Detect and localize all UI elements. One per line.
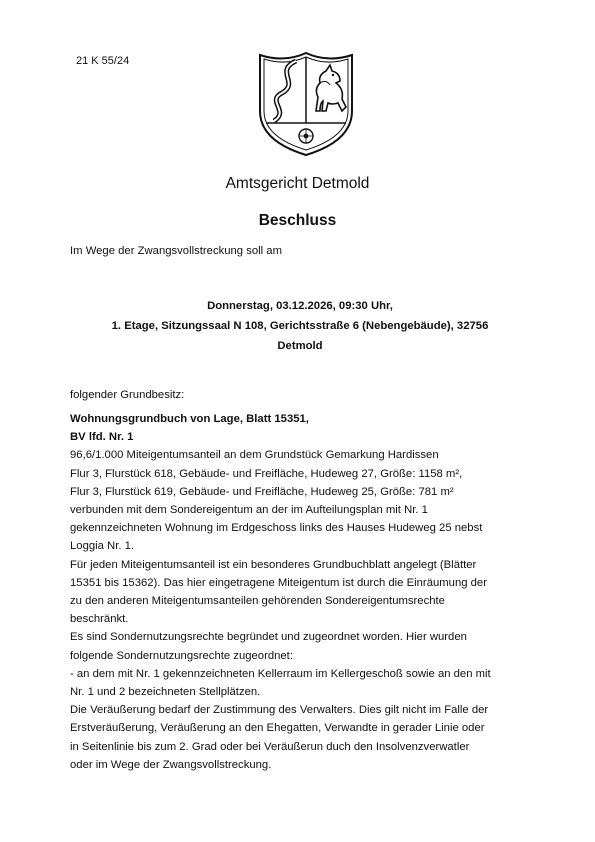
body-line: verbunden mit dem Sondereigentum an der im Aufteilungsplan mit Nr. 1 xyxy=(70,504,428,517)
property-description xyxy=(70,410,540,774)
appointment-date: Donnerstag, 03.12.2026, 09:30 Uhr, xyxy=(207,300,393,312)
body-line: Nr. 1 und 2 bezeichneten Stellplätzen. xyxy=(70,686,261,699)
appointment-city: Detmold xyxy=(277,340,323,352)
body-line: beschränkt. xyxy=(70,613,129,626)
body-line: Es sind Sondernutzungsrechte begründet und zugeordnet worden. Hier wurden xyxy=(70,631,467,644)
body-line: - an dem mit Nr. 1 gekennzeichneten Kellerraum im Kellergeschoß sowie an den mit xyxy=(70,667,491,680)
body-line: oder im Wege der Zwangsvollstreckung. xyxy=(70,758,272,771)
body-line: Loggia Nr. 1. xyxy=(70,540,135,553)
body-line: gekennzeichneten Wohnung im Erdgeschoss links des Hauses Hudeweg 25 nebst xyxy=(70,522,483,535)
body-line: 15351 bis 15362). Das hier eingetragene Miteigentum ist durch die Einräumung der xyxy=(70,576,487,589)
body-line: 96,6/1.000 Miteigentumsanteil an dem Grundstück Gemarkung Hardissen xyxy=(70,449,439,462)
body-line: Erstveräußerung, Veräußerung an den Ehegatten, Verwandte in gerader Linie oder xyxy=(70,722,485,735)
body-line: Für jeden Miteigentumsanteil ist ein besonderes Grundbuchblatt angelegt (Blätter xyxy=(70,558,477,571)
body-line: zu den anderen Miteigentumsanteilen gehörenden Sondereigentumsrechte xyxy=(70,595,445,608)
appointment-block xyxy=(70,296,530,356)
document-title: Beschluss xyxy=(258,212,337,229)
body-line: Flur 3, Flurstück 619, Gebäude- und Freifläche, Hudeweg 25, Größe: 781 m² xyxy=(70,485,454,498)
body-line: Flur 3, Flurstück 618, Gebäude- und Freifläche, Hudeweg 27, Größe: 1158 m², xyxy=(70,467,463,480)
appointment-location: 1. Etage, Sitzungssaal N 108, Gerichtsstraße 6 (Nebengebäude), 32756 xyxy=(111,320,489,332)
court-name: Amtsgericht Detmold xyxy=(225,175,370,192)
body-line: Die Veräußerung bedarf der Zustimmung des Verwalters. Dies gilt nicht im Falle der xyxy=(70,704,489,717)
nrw-coat-of-arms-icon xyxy=(256,49,356,159)
case-number: 21 K 55/24 xyxy=(76,55,130,67)
intro-text: Im Wege der Zwangsvollstreckung soll am xyxy=(70,245,283,257)
body-line: in Seitenlinie bis zum 2. Grad oder bei Veräußerun duch den Insolvenzverwatler xyxy=(70,740,470,753)
land-register-heading: Wohnungsgrundbuch von Lage, Blatt 15351, xyxy=(70,413,309,425)
lead-text: folgender Grundbesitz: xyxy=(70,389,185,401)
inventory-number: BV lfd. Nr. 1 xyxy=(70,431,134,444)
body-line: folgende Sondernutzungsrechte zugeordnet: xyxy=(70,649,293,662)
